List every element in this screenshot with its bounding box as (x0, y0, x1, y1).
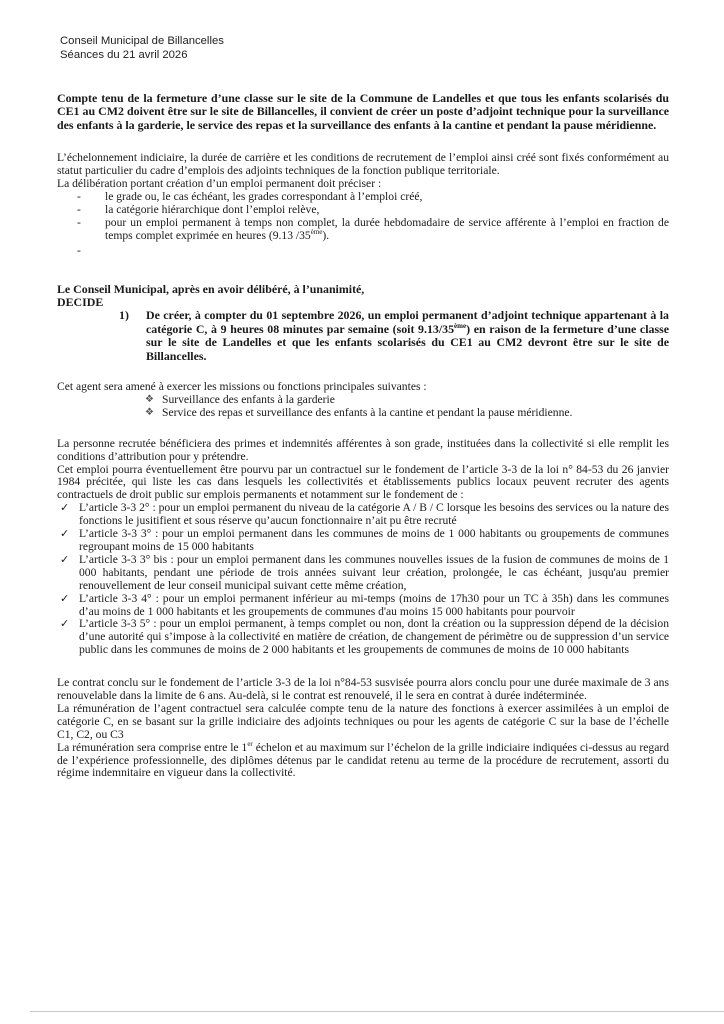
primes-paragraph: La personne recrutée bénéficiera des primes et indemnités afférentes à son grade, instituées dans la collectivité si elle remplit les conditions d’attribution pour y prétendre. (57, 436, 669, 463)
list-item: ❖ Surveillance des enfants à la garderie (145, 392, 335, 406)
diamond-bullet-icon: ❖ (145, 393, 154, 405)
checkmark-icon: ✓ (60, 528, 70, 541)
dash-bullet-icon: - (77, 215, 81, 229)
checkmark-icon: ✓ (60, 553, 70, 566)
checkmark-icon: ✓ (60, 618, 70, 631)
list-item: ✓ L’article 3-3 3° : pour un emploi permanent dans les communes de moins de 1 000 habitants ou groupements de communes regroupant moins de 15 000 habitants (60, 527, 669, 553)
contrat-duree-paragraph: Le contrat conclu sur le fondement de l’article 3-3 de la loi n°84-53 susvisée pourra alors conclu pour une durée maximale de 3 ans renouvelable dans la limite de 6 ans. Au-delà, si le contrat est renouvelé, il le sera en contrat à durée indéterminée. (57, 676, 669, 703)
document-header (60, 34, 224, 62)
articles-list (57, 502, 669, 657)
decision-heading (57, 283, 669, 310)
list-item: ❖ Service des repas et surveillance des enfants à la cantine et pendant la pause méridienne. (145, 405, 573, 419)
document-body (57, 92, 669, 780)
dash-bullet-icon: - (77, 243, 81, 257)
remuneration-range-paragraph: La rémunération sera comprise entre le 1er échelon et au maximum sur l’échelon de la grille indiciaire indiquées ci-dessus au regard de l’expérience professionnelle, des diplômes détenus par le candidat retenu au terme de la procédure de recrutement, assorti du régime indemnitaire en vigueur dans la collectivité. (57, 739, 670, 780)
list-item: ✓ L’article 3-3 3° bis : pour un emploi permanent dans les communes nouvelles issues de la fusion de communes de moins de 1 000 habitants, pendant une période de trois années suivant leur création, prolongée, le cas échéant, jusqu'au premier renouvellement de leur conseil municipal suivant cette même création, (60, 552, 669, 592)
contractuel-paragraph: Cet emploi pourra éventuellement être pourvu par un contractuel sur le fondement de l’article 3-3 de la loi n° 84-53 du 26 janvier 1984 précitée, qui liste les cas dans lesquels les collectivités et établissements publics locaux peuvent recruter des agents contractuels de droit public sur emplois permanents et notamment sur le fondement de : (57, 462, 669, 502)
list-item: ✓ L’article 3-3 2° : pour un emploi permanent du niveau de la catégorie A / B / C lorsque les besoins des services ou la nature des fonctions le jusitifient et sous réserve qu’aucun fonctionnaire n’ait pu être recruté (60, 501, 669, 528)
decision-item-1: 1) De créer, à compter du 01 septembre 2026, un emploi permanent d’adjoint technique appartenant à la catégorie C, à 9 heures 08 minutes par semaine (soit 9.13/35ème) en raison de la fermeture d’une classe sur le site de Landelles et que les enfants scolarisés du CE1 au CM2 devront être sur le site de Billancelles. (119, 308, 669, 363)
item-number: 1) (119, 308, 129, 323)
list-item-empty (57, 243, 669, 256)
diamond-bullet-icon: ❖ (145, 406, 154, 418)
list-item: - le grade ou, le cas échéant, les grades correspondant à l’emploi créé, (77, 189, 423, 203)
list-item: - la catégorie hiérarchique dont l’emploi relève, (77, 202, 320, 216)
council-name: Conseil Municipal de Billancelles (60, 35, 224, 47)
dash-bullet-icon: - (77, 189, 81, 203)
deliberation-requirements-list (57, 191, 669, 256)
checkmark-icon: ✓ (60, 592, 70, 605)
checkmark-icon: ✓ (60, 502, 70, 515)
intro-paragraph: Compte tenu de la fermeture d’une classe sur le site de la Commune de Landelles et que tous les enfants scolarisés du CE1 au CM2 doivent être sur le site de Billancelles, il convient de créer un poste d’adjoint technique pour la surveillance des enfants à la garderie, le service des repas et la surveillance des enfants à la cantine et pendant la pause méridienne. (57, 91, 669, 132)
missions-list (57, 394, 669, 420)
list-item: - pour un emploi permanent à temps non complet, la durée hebdomadaire de service afférente à l’emploi en fraction de temps complet exprimée en heures (9.13 /35ème). (77, 215, 669, 242)
session-date: Séances du 21 avril 2026 (60, 49, 188, 61)
echelonnement-paragraph: L’échelonnement indiciaire, la durée de carrière et les conditions de recrutement de l’emploi ainsi créé sont fixés conformément au statut particulier du cadre d’emplois des adjoints techniques de la fonction publique territoriale. (57, 151, 669, 178)
decision-preamble: Le Conseil Municipal, après en avoir délibéré, à l’unanimité, (57, 281, 365, 296)
list-item: ✓ L’article 3-3 4° : pour un emploi permanent inférieur au mi-temps (moins de 17h30 pour un TC à 35h) dans les communes d’au moins de 1 000 habitants et les groupements de communes d'au moins 15 000 habitants pour pourvoir (60, 591, 669, 618)
dash-bullet-icon: - (77, 202, 81, 216)
page-bottom-rule (30, 1011, 724, 1012)
list-item: ✓ L’article 3-3 5° : pour un emploi permanent, à temps complet ou non, dont la création ou la suppression dépend de la décision d’une autorité qui s’impose à la collectivité en matière de création, de changement de périmètre ou de suppression d’un service public dans les communes de moins de 2 000 habitants et les groupements de communes de moins de 10 000 habitants (60, 617, 669, 657)
remuneration-calc-paragraph: La rémunération de l’agent contractuel sera calculée compte tenu de la nature des fonctions à exercer assimilées à un emploi de catégorie C, en se basant sur la grille indiciaire des adjoints techniques ou pour les agents de catégorie C sur la base de l’échelle C1, C2, ou C3 (57, 701, 669, 741)
deliberation-lead: La délibération portant création d’un emploi permanent doit préciser : (57, 177, 382, 191)
decide-label: DECIDE (57, 294, 104, 309)
missions-lead: Cet agent sera amené à exercer les missions ou fonctions principales suivantes : (57, 380, 427, 393)
